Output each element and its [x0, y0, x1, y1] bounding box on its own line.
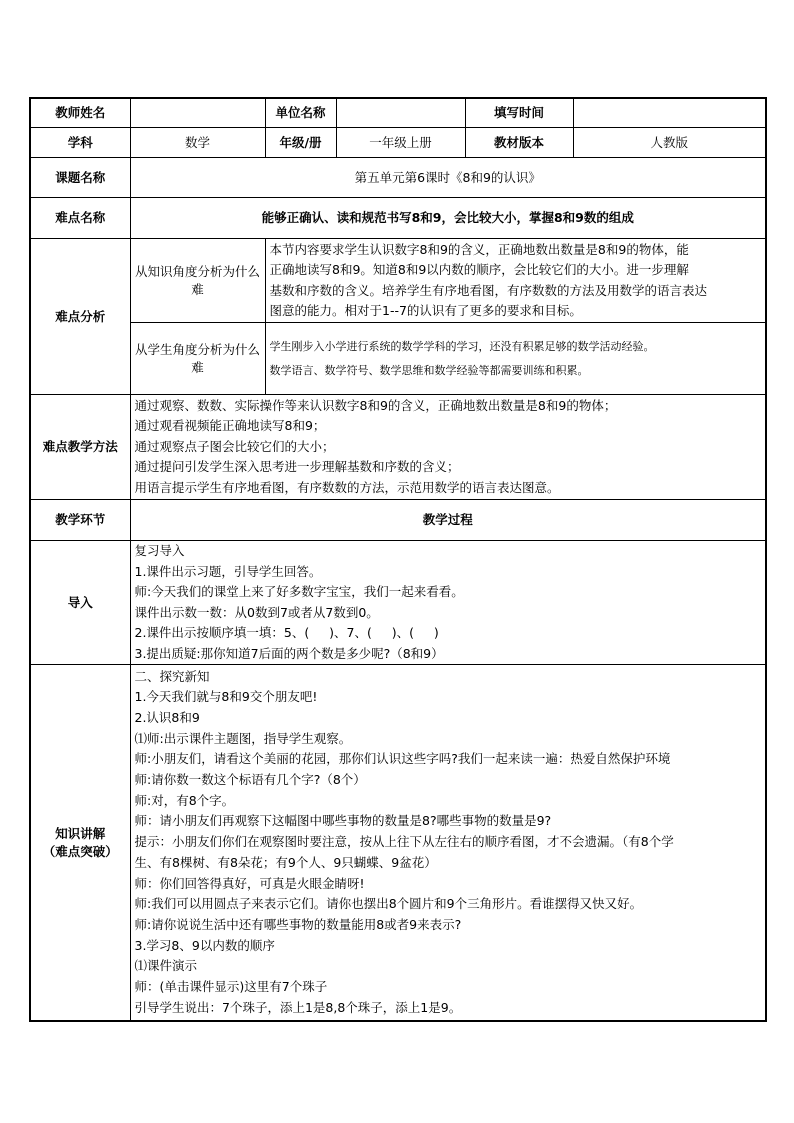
method-line: 通过观察、数数、实际操作等来认识数字8和9的含义，正确地数出数量是8和9的物体；	[134, 397, 617, 413]
analysis-knowledge-row	[30, 239, 766, 323]
unit-name-label: 单位名称	[265, 98, 336, 128]
intro-line: 3.提出质疑:那你知道7后面的两个数是多少呢?（8和9）	[134, 645, 444, 661]
process-header-label: 教学过程	[130, 500, 766, 541]
knowledge-line: 3.学习8、9以内数的顺序	[134, 937, 275, 953]
lesson-title-label: 课题名称	[30, 158, 130, 198]
analysis-student-row	[30, 323, 766, 395]
method-line: 通过观看视频能正确地读写8和9；	[134, 418, 326, 434]
lesson-title-row	[30, 158, 766, 198]
intro-line: 1.课件出示习题，引导学生回答。	[134, 563, 322, 579]
intro-line: 师:今天我们的课堂上来了好多数字宝宝，我们一起来看看。	[134, 584, 464, 599]
knowledge-line: 师:请你说说生活中还有哪些事物的数量能用8或者9来表示?	[134, 916, 462, 932]
stage-header-label: 教学环节	[30, 500, 130, 541]
unit-name-field[interactable]	[336, 98, 465, 128]
knowledge-label-main: 知识讲解	[55, 825, 106, 841]
knowledge-angle-line: 正确地读写8和9。知道8和9以内数的顺序，会比较它们的大小。进一步理解	[269, 262, 689, 277]
grade-label: 年级/册	[265, 128, 336, 158]
student-angle-text	[265, 323, 766, 395]
header-row-1	[30, 98, 766, 128]
knowledge-line: 师:小朋友们，请看这个美丽的花园，那你们认识这些字吗?我们一起来读一遍：热爱自然保护环境	[134, 751, 671, 767]
subject-label: 学科	[30, 128, 130, 158]
knowledge-angle-line: 本节内容要求学生认识数字8和9的含义，正确地数出数量是8和9的物体，能	[269, 241, 689, 257]
knowledge-line: 师:我们可以用圆点子来表示它们。请你也摆出8个圆片和9个三角形片。看谁摆得又快又好。	[134, 896, 643, 912]
header-row-2	[30, 128, 766, 158]
method-row	[30, 395, 766, 500]
method-line: 用语言提示学生有序地看图，有序数数的方法，示范用数学的语言表达图意。	[134, 479, 560, 495]
knowledge-line: 师:请你数一数这个标语有几个字?（8个）	[134, 772, 366, 788]
difficulty-value: 能够正确认、读和规范书写8和9，会比较大小，掌握8和9数的组成	[130, 198, 766, 239]
fill-time-field[interactable]	[573, 98, 766, 128]
difficulty-row	[30, 198, 766, 239]
subject-value: 数学	[130, 128, 265, 158]
knowledge-angle-label: 从知识角度分析为什么难	[130, 239, 265, 323]
intro-line: 2.课件出示按顺序填一填：5、( )、7、( )、( )	[134, 625, 439, 640]
knowledge-line: 1.今天我们就与8和9交个朋友吧!	[134, 689, 318, 705]
intro-row	[30, 541, 766, 665]
knowledge-angle-line: 基数和序数的含义。培养学生有序地看图，有序数数的方法及用数学的语言表达	[269, 282, 708, 298]
lesson-title-value: 第五单元第6课时《8和9的认识》	[130, 158, 766, 198]
knowledge-line: 引导学生说出：7个珠子，添上1是8,8个珠子，添上1是9。	[134, 999, 462, 1015]
teacher-name-label: 教师姓名	[30, 98, 130, 128]
knowledge-angle-line: 图意的能力。相对于1--7的认识有了更多的要求和目标。	[269, 303, 582, 318]
intro-line: 复习导入	[134, 543, 185, 558]
textbook-value: 人教版	[573, 128, 766, 158]
method-line: 通过观察点子图会比较它们的大小；	[134, 438, 335, 454]
knowledge-line: 师：(单击课件显示)这里有7个珠子	[134, 979, 328, 995]
knowledge-line: ⑴课件演示	[134, 958, 198, 974]
knowledge-text	[130, 665, 766, 1022]
student-angle-line: 数学语言、数学符号、数学思维和数学经验等都需要训练和积累。	[269, 363, 589, 377]
knowledge-line: 提示：小朋友们你们在观察图时要注意，按从上往下从左往右的顺序看图，才不会遗漏。（有8个学	[134, 834, 674, 850]
textbook-label: 教材版本	[465, 128, 573, 158]
student-angle-label: 从学生角度分析为什么难	[130, 323, 265, 395]
intro-text	[130, 541, 766, 665]
teacher-name-field[interactable]	[130, 98, 265, 128]
knowledge-line: 师：你们回答得真好，可真是火眼金睛呀!	[134, 875, 365, 891]
knowledge-line: 师:对，有8个字。	[134, 792, 235, 808]
knowledge-label	[30, 665, 130, 1022]
knowledge-line: 师：请小朋友们再观察下这幅图中哪些事物的数量是8?哪些事物的数量是9?	[134, 813, 552, 829]
method-label: 难点教学方法	[30, 395, 130, 500]
method-text	[130, 395, 766, 500]
method-line: 通过提问引发学生深入思考进一步理解基数和序数的含义；	[134, 459, 460, 475]
analysis-label: 难点分析	[30, 239, 130, 395]
fill-time-label: 填写时间	[465, 98, 573, 128]
grade-value: 一年级上册	[336, 128, 465, 158]
process-header-row	[30, 500, 766, 541]
knowledge-line: ⑴师:出示课件主题图，指导学生观察。	[134, 730, 352, 746]
student-angle-line: 学生刚步入小学进行系统的数学学科的学习，还没有积累足够的数学活动经验。	[269, 339, 655, 353]
knowledge-line: 二、探究新知	[134, 668, 210, 684]
intro-label: 导入	[30, 541, 130, 665]
knowledge-angle-text	[265, 239, 766, 323]
intro-line: 课件出示数一数：从0数到7或者从7数到0。	[134, 604, 379, 620]
lesson-plan-table	[29, 97, 767, 1022]
knowledge-label-sub: （难点突破）	[42, 843, 118, 859]
knowledge-row	[30, 665, 766, 1022]
knowledge-line: 2.认识8和9	[134, 709, 200, 725]
knowledge-line: 生、有8棵树、有8朵花；有9个人、9只蝴蝶、9盆花）	[134, 854, 437, 870]
difficulty-label: 难点名称	[30, 198, 130, 239]
